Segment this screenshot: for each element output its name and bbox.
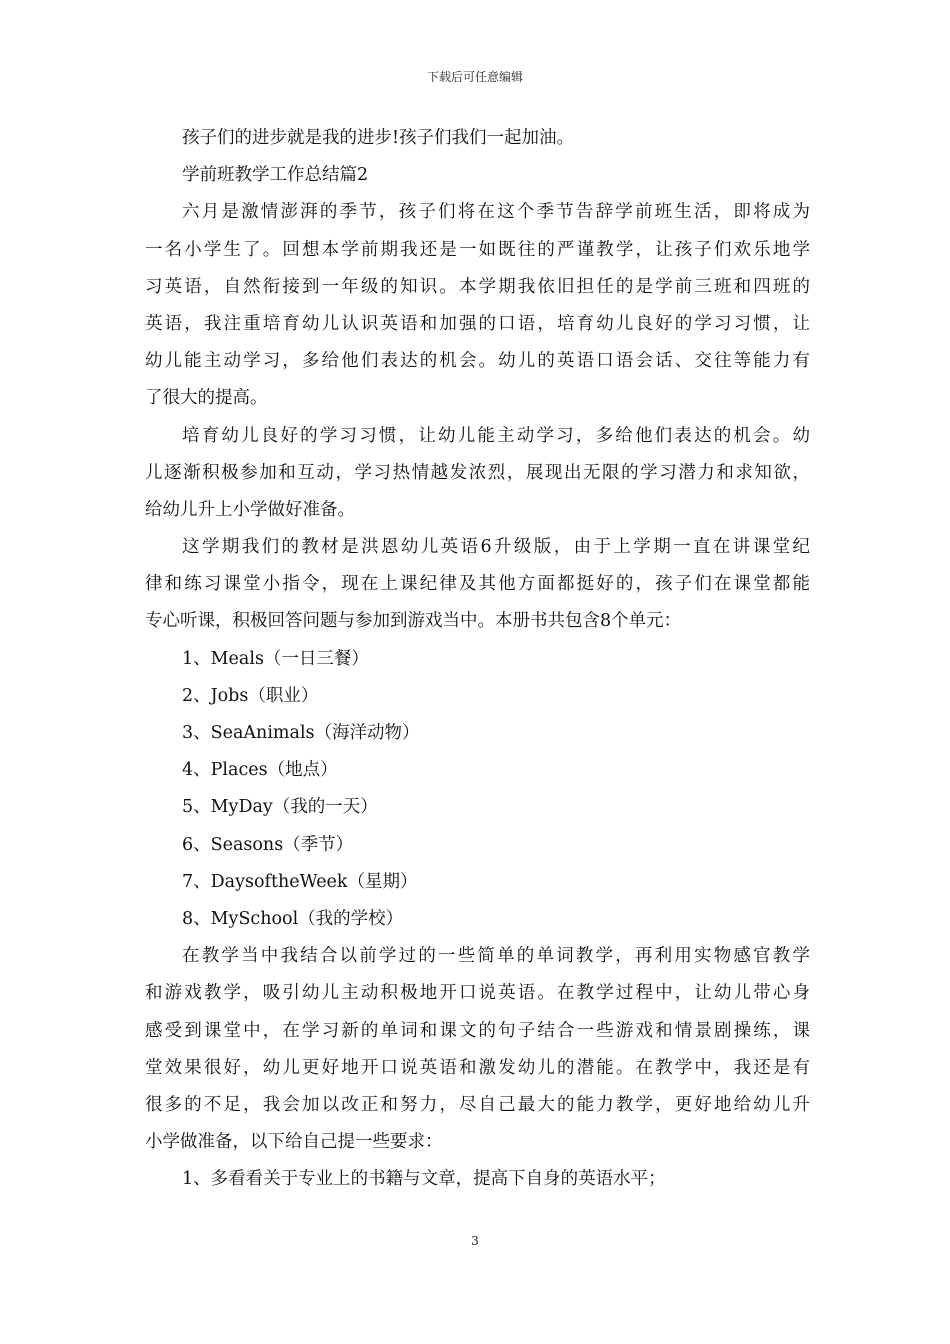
- page-number: 3: [471, 1234, 479, 1248]
- text-line: 小学做准备，以下给自己提一些要求：: [145, 1132, 443, 1153]
- text-line: 7、DaysoftheWeek（星期）: [182, 871, 418, 892]
- text-line: 这学期我们的教材是洪恩幼儿英语6升级版，由于上学期一直在讲课堂纪: [182, 537, 810, 558]
- text-line: 堂效果很好，幼儿更好地开口说英语和激发幼儿的潜能。在教学中，我还是有: [145, 1057, 810, 1078]
- text-line: 3、SeaAnimals（海洋动物）: [182, 723, 420, 743]
- text-line: 1、Meals（一日三餐）: [182, 648, 369, 669]
- text-line: 感受到课堂中，在学习新的单词和课文的句子结合一些游戏和情景剧操练，课: [145, 1020, 810, 1041]
- text-line: 幼儿能主动学习，多给他们表达的机会。幼儿的英语口语会话、交往等能力有: [145, 351, 810, 372]
- text-line: 4、Places（地点）: [182, 760, 338, 781]
- text-line: 5、MyDay（我的一天）: [182, 797, 378, 818]
- text-line: 很多的不足，我会加以改正和努力，尽自己最大的能力教学，更好地给幼儿升: [145, 1094, 810, 1115]
- text-line: 律和练习课堂小指令，现在上课纪律及其他方面都挺好的，孩子们在课堂都能: [145, 574, 810, 595]
- text-line: 在教学当中我结合以前学过的一些简单的单词教学，再利用实物感官教学: [182, 946, 810, 967]
- document-body: [145, 120, 810, 1198]
- text-line: 习英语，自然衔接到一年级的知识。本学期我依旧担任的是学前三班和四班的: [145, 276, 810, 297]
- text-line: 英语，我注重培育幼儿认识英语和加强的口语，培育幼儿良好的学习习惯，让: [145, 313, 810, 334]
- page-header: 下载后可任意编辑: [426, 70, 523, 84]
- text-line: 专心听课，积极回答问题与参加到游戏当中。本册书共包含8个单元：: [145, 611, 682, 632]
- text-line: 培育幼儿良好的学习习惯，让幼儿能主动学习，多给他们表达的机会。幼: [182, 425, 810, 446]
- text-line: 儿逐渐积极参加和互动，学习热情越发浓烈，展现出无限的学习潜力和求知欲，: [145, 462, 810, 483]
- text-line: 1、多看看关于专业上的书籍与文章，提高下自身的英语水平；: [182, 1169, 666, 1190]
- text-line: 2、Jobs（职业）: [182, 685, 319, 706]
- text-line: 给幼儿升上小学做好准备。: [145, 499, 355, 520]
- text-line: 一名小学生了。回想本学前期我还是一如既往的严谨教学，让孩子们欢乐地学: [145, 239, 810, 260]
- text-line: 六月是激情澎湃的季节，孩子们将在这个季节告辞学前班生活，即将成为: [182, 202, 810, 223]
- text-line: 学前班教学工作总结篇2: [182, 165, 369, 186]
- text-line: 和游戏教学，吸引幼儿主动积极地开口说英语。在教学过程中，让幼儿带心身: [145, 983, 810, 1004]
- text-line: 6、Seasons（季节）: [182, 834, 354, 855]
- text-line: 孩子们的进步就是我的进步!孩子们我们一起加油。: [182, 128, 575, 148]
- text-line: 了很大的提高。: [145, 388, 268, 409]
- text-line: 8、MySchool（我的学校）: [182, 908, 404, 929]
